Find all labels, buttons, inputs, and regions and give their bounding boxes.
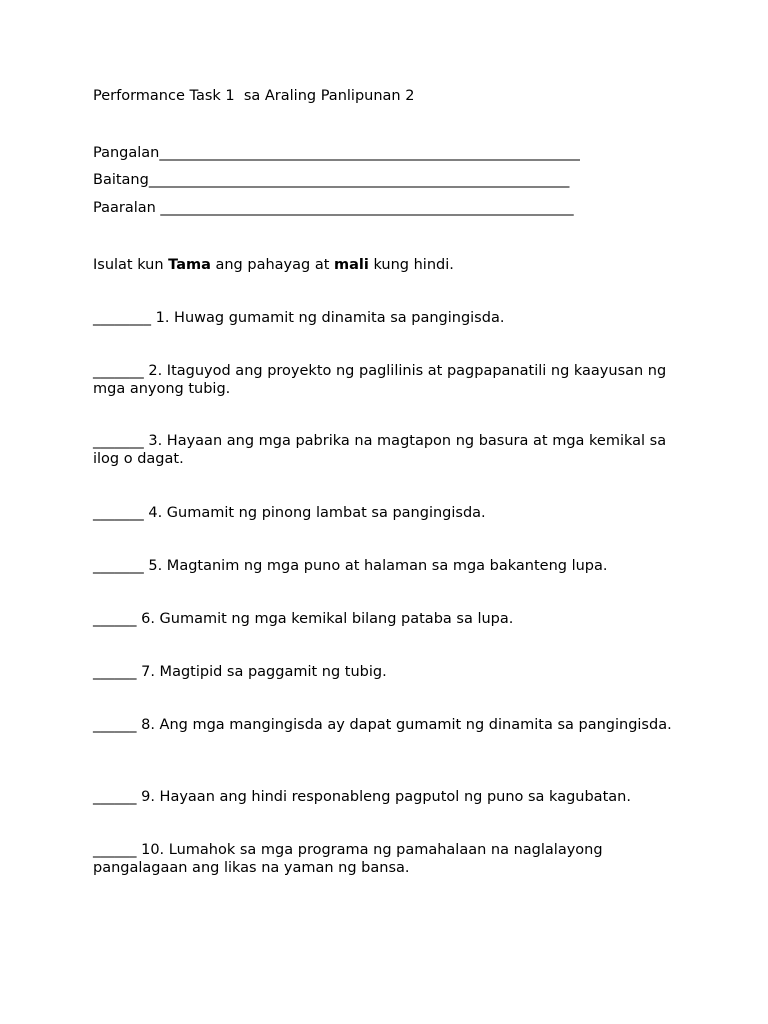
instruction-part: kung hindi. [368,257,454,273]
name-field [93,144,580,162]
answer-blank: _______ [93,363,144,379]
question-text: 10. Lumahok sa mga programa ng pamahalaan na naglalayong pangalagaan ang likas na yaman ng bansa. [93,842,608,876]
answer-blank: ________ [93,310,151,326]
answer-blank: ______ [93,842,137,858]
grade-field [93,171,569,189]
school-label: Paaralan [93,200,156,216]
question-item-9 [93,788,673,806]
question-text: 7. Magtipid sa paggamit ng tubig. [136,664,387,680]
grade-label: Baitang [93,172,149,188]
question-text: 9. Hayaan ang hindi responableng pagputol ng puno sa kagubatan. [136,789,631,805]
question-item-6 [93,610,673,628]
answer-blank: _______ [93,433,144,449]
question-item-1 [93,309,673,327]
question-item-10 [93,841,673,877]
answer-blank: ______ [93,717,137,733]
question-item-4 [93,504,673,522]
grade-blank: __________________________________________________________ [148,172,570,188]
question-text: 8. Ang mga mangingisda ay dapat gumamit ng dinamita sa pangingisda. [136,717,672,733]
question-item-2 [93,362,673,398]
answer-blank: _______ [93,505,144,521]
question-text: 4. Gumamit ng pinong lambat sa pangingisda. [143,505,486,521]
question-text: 2. Itaguyod ang proyekto ng paglilinis at pagpapanatili ng kaayusan ng mga anyong tubig. [93,363,671,397]
answer-blank: ______ [93,789,137,805]
school-blank: _________________________________________________________ [155,200,574,216]
name-label: Pangalan [93,145,160,161]
question-text: 6. Gumamit ng mga kemikal bilang pataba sa lupa. [136,611,514,627]
question-text: 3. Hayaan ang mga pabrika na magtapon ng basura at mga kemikal sa ilog o dagat. [93,433,671,467]
answer-blank: ______ [93,611,137,627]
question-item-3 [93,432,673,468]
question-item-7 [93,663,673,681]
question-text: 1. Huwag gumamit ng dinamita sa pangingisda. [151,310,505,326]
question-item-8 [93,716,673,734]
document-title: Performance Task 1 sa Araling Panlipunan 2 [93,88,415,104]
school-field [93,199,574,217]
question-item-5 [93,557,673,575]
instruction-bold-tama: Tama [168,257,211,273]
name-blank: __________________________________________________________ [159,145,580,161]
question-text: 5. Magtanim ng mga puno at halaman sa mga bakanteng lupa. [143,558,608,574]
instruction-part: Isulat kun [93,257,169,273]
instruction-part: ang pahayag at [210,257,334,273]
answer-blank: ______ [93,664,137,680]
instruction-bold-mali: mali [334,257,369,273]
instruction-text [93,256,454,274]
answer-blank: _______ [93,558,144,574]
